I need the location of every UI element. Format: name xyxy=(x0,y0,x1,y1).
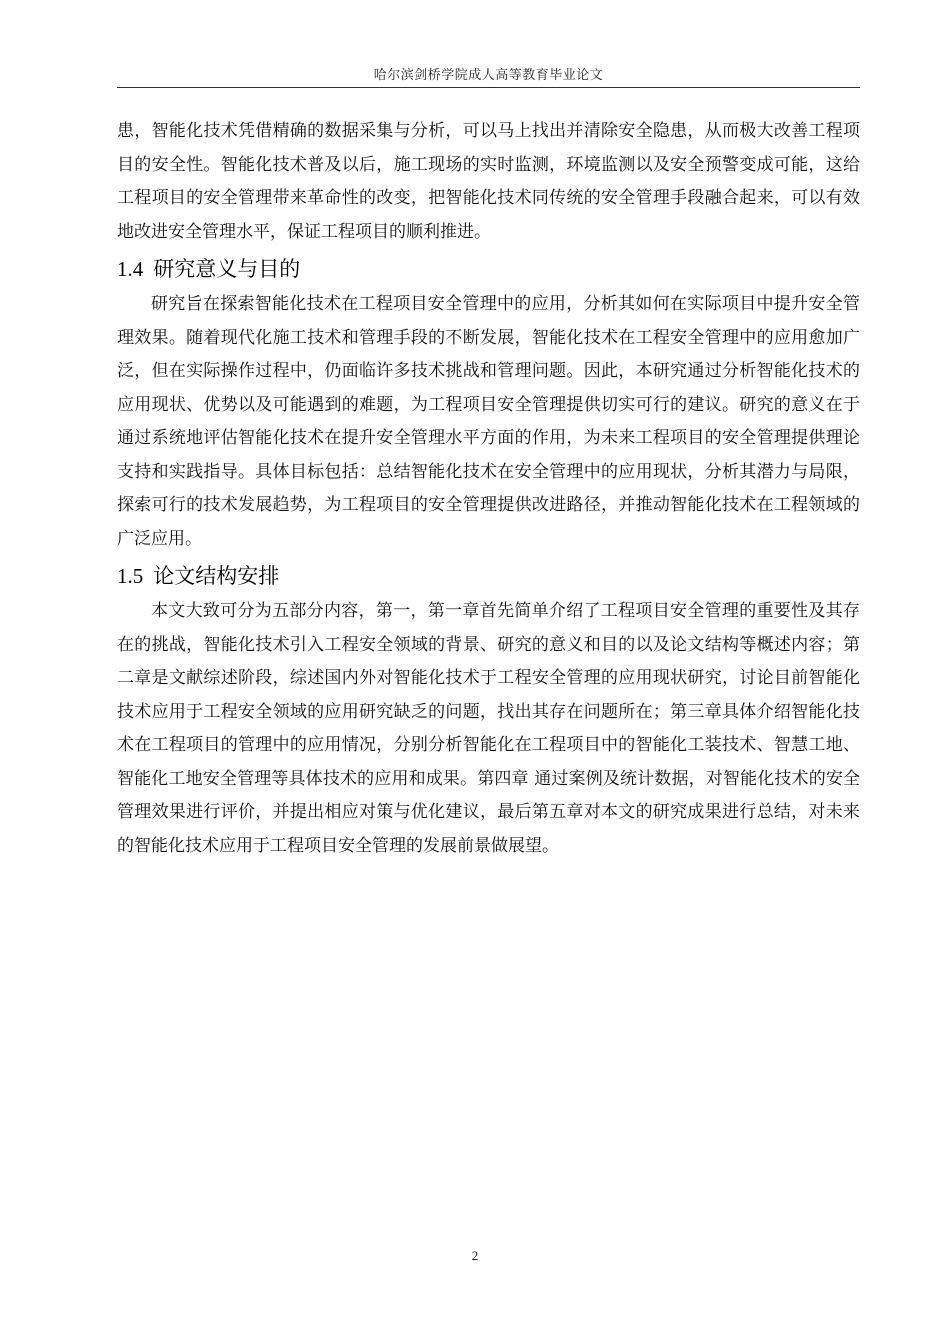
section-title: 论文结构安排 xyxy=(153,564,280,588)
section-number: 1.5 xyxy=(117,564,144,588)
section-number: 1.4 xyxy=(117,257,144,281)
header-rule xyxy=(117,87,860,88)
continued-paragraph: 患，智能化技术凭借精确的数据采集与分析，可以马上找出并清除安全隐患，从而极大改善工程项目的安全性。智能化技术普及以后，施工现场的实时监测，环境监测以及安全预警变成可能，这给工程项目的安全管理带来革命性的改变，把智能化技术同传统的安全管理手段融合起来，可以有效地改进安全管理水平，保证工程项目的顺利推进。 xyxy=(117,121,860,242)
page-body xyxy=(117,115,860,863)
section-paragraph: 本文大致可分为五部分内容，第一，第一章首先简单介绍了工程项目安全管理的重要性及其存在的挑战，智能化技术引入工程安全领域的背景、研究的意义和目的以及论文结构等概述内容；第二章是文献综述阶段，综述国内外对智能化技术于工程安全管理的应用现状研究，讨论目前智能化技术应用于工程安全领域的应用研究缺乏的问题，找出其存在问题所在；第三章具体介绍智能化技术在工程项目的管理中的应用情况，分别分析智能化在工程项目中的智能化工装技术、智慧工地、智能化工地安全管理等具体技术的应用和成果。第四章 通过案例及统计数据，对智能化技术的安全管理效果进行评价，并提出相应对策与优化建议，最后第五章对本文的研究成果进行总结，对未来的智能化技术应用于工程项目安全管理的发展前景做展望。 xyxy=(117,601,860,856)
section-heading-1-5 xyxy=(117,560,860,593)
section-paragraph: 研究旨在探索智能化技术在工程项目安全管理中的应用，分析其如何在实际项目中提升安全管理效果。随着现代化施工技术和管理手段的不断发展，智能化技术在工程安全管理中的应用愈加广泛，但在实际操作过程中，仍面临许多技术挑战和管理问题。因此，本研究通过分析智能化技术的应用现状、优势以及可能遇到的难题，为工程项目安全管理提供切实可行的建议。研究的意义在于通过系统地评估智能化技术在提升安全管理水平方面的作用，为未来工程项目的安全管理提供理论支持和实践指导。具体目标包括：总结智能化技术在安全管理中的应用现状，分析其潜力与局限，探索可行的技术发展趋势，为工程项目的安全管理提供改进路径，并推动智能化技术在工程领域的广泛应用。 xyxy=(117,294,860,549)
section-heading-1-4 xyxy=(117,253,860,286)
running-header: 哈尔滨剑桥学院成人高等教育毕业论文 xyxy=(373,68,604,83)
section-title: 研究意义与目的 xyxy=(153,257,301,281)
page-number: 2 xyxy=(471,1248,479,1263)
